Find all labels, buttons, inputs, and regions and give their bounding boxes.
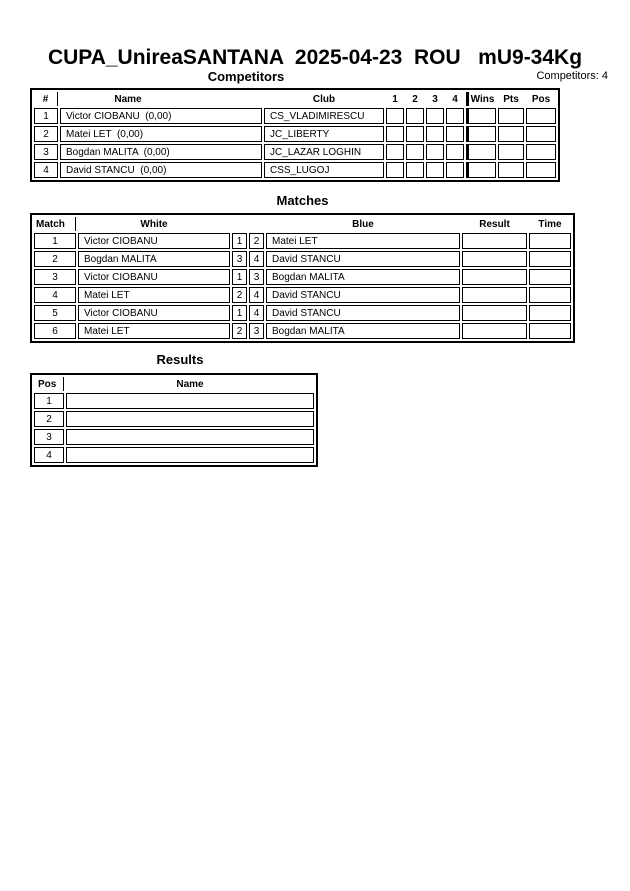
time-cell (529, 323, 571, 339)
result-cell (462, 269, 527, 285)
white-competitor: Matei LET (78, 287, 230, 303)
competitor-number: 4 (34, 162, 58, 178)
score-cell-r4 (446, 144, 464, 160)
competitors-table (30, 88, 560, 182)
match-row (34, 305, 571, 321)
result-position: 4 (34, 447, 64, 463)
header-name: Name (176, 378, 204, 390)
competitor-number: 1 (34, 108, 58, 124)
result-position: 3 (34, 429, 64, 445)
competitor-row (34, 108, 556, 124)
score-cell-r2 (406, 108, 424, 124)
blue-competitor-number: 4 (249, 251, 264, 267)
white-competitor-number: 1 (232, 305, 247, 321)
white-competitor: Victor CIOBANU (78, 233, 230, 249)
blue-competitor: David STANCU (266, 251, 460, 267)
competitor-club: JC_LAZAR LOGHIN (264, 144, 384, 160)
header-time: Time (538, 218, 562, 230)
match-number: 2 (34, 251, 76, 267)
result-position: 1 (34, 393, 64, 409)
competitor-row (34, 144, 556, 160)
result-name (66, 447, 314, 463)
result-cell (462, 287, 527, 303)
competitors-count: Competitors: 4 (536, 70, 608, 82)
result-position: 2 (34, 411, 64, 427)
match-number: 5 (34, 305, 76, 321)
competitors-section-label: Competitors (207, 69, 285, 84)
matches-header-row (34, 217, 571, 231)
score-cell-r1 (386, 108, 404, 124)
results-table (30, 373, 318, 467)
header-match: Match (34, 217, 76, 231)
result-cell (462, 323, 527, 339)
header-pts: Pts (503, 93, 519, 105)
blue-competitor: Bogdan MALITA (266, 269, 460, 285)
white-competitor-number: 1 (232, 233, 247, 249)
match-row (34, 287, 571, 303)
blue-competitor-number: 3 (249, 323, 264, 339)
competitor-number: 3 (34, 144, 58, 160)
match-number: 4 (34, 287, 76, 303)
blue-competitor-number: 2 (249, 233, 264, 249)
match-row (34, 269, 571, 285)
header-round-1: 1 (392, 93, 398, 105)
wins-cell (466, 144, 496, 160)
pos-cell (526, 162, 556, 178)
blue-competitor: Matei LET (266, 233, 460, 249)
results-section-label: Results (156, 352, 204, 367)
result-row (34, 411, 314, 427)
result-row (34, 429, 314, 445)
time-cell (529, 305, 571, 321)
header-result: Result (479, 218, 510, 230)
blue-competitor-number: 3 (249, 269, 264, 285)
header-number: # (34, 92, 58, 106)
match-number: 1 (34, 233, 76, 249)
competitors-header-row (34, 92, 556, 106)
result-cell (462, 233, 527, 249)
result-name (66, 393, 314, 409)
competitor-name: Matei LET (0,00) (60, 126, 262, 142)
header-blue-num (249, 217, 264, 231)
score-cell-r2 (406, 144, 424, 160)
competitor-row (34, 126, 556, 142)
header-wins: Wins (466, 92, 496, 106)
score-cell-r4 (446, 108, 464, 124)
competitor-name: Bogdan MALITA (0,00) (60, 144, 262, 160)
competitor-name: David STANCU (0,00) (60, 162, 262, 178)
score-cell-r3 (426, 144, 444, 160)
header-round-3: 3 (432, 93, 438, 105)
time-cell (529, 269, 571, 285)
pts-cell (498, 108, 524, 124)
score-cell-r1 (386, 126, 404, 142)
matches-table (30, 213, 575, 343)
competitor-club: CS_VLADIMIRESCU (264, 108, 384, 124)
score-cell-r3 (426, 126, 444, 142)
result-cell (462, 305, 527, 321)
pts-cell (498, 144, 524, 160)
white-competitor-number: 1 (232, 269, 247, 285)
time-cell (529, 287, 571, 303)
wins-cell (466, 162, 496, 178)
match-row (34, 233, 571, 249)
blue-competitor-number: 4 (249, 287, 264, 303)
header-pos: Pos (531, 93, 551, 105)
pos-cell (526, 144, 556, 160)
match-number: 3 (34, 269, 76, 285)
blue-competitor: David STANCU (266, 287, 460, 303)
time-cell (529, 233, 571, 249)
pts-cell (498, 126, 524, 142)
header-blue: Blue (352, 218, 374, 230)
header-round-2: 2 (412, 93, 418, 105)
score-cell-r1 (386, 144, 404, 160)
match-row (34, 251, 571, 267)
competitor-row (34, 162, 556, 178)
pts-cell (498, 162, 524, 178)
blue-competitor: Bogdan MALITA (266, 323, 460, 339)
competitor-club: JC_LIBERTY (264, 126, 384, 142)
time-cell (529, 251, 571, 267)
pos-cell (526, 126, 556, 142)
header-pos: Pos (34, 377, 64, 391)
header-name: Name (114, 93, 142, 105)
match-number: 6 (34, 323, 76, 339)
header-round-4: 4 (452, 93, 458, 105)
competitor-number: 2 (34, 126, 58, 142)
result-cell (462, 251, 527, 267)
score-cell-r3 (426, 108, 444, 124)
competitor-name: Victor CIOBANU (0,00) (60, 108, 262, 124)
score-cell-r2 (406, 162, 424, 178)
wins-cell (466, 108, 496, 124)
white-competitor: Victor CIOBANU (78, 305, 230, 321)
blue-competitor: David STANCU (266, 305, 460, 321)
header-white: White (140, 218, 168, 230)
pos-cell (526, 108, 556, 124)
result-name (66, 411, 314, 427)
page-title: CUPA_UnireaSANTANA 2025-04-23 ROU mU9-34Kg (47, 46, 583, 69)
white-competitor: Matei LET (78, 323, 230, 339)
matches-section-label: Matches (276, 193, 329, 208)
header-club: Club (312, 93, 336, 105)
header-white-num (232, 217, 247, 231)
white-competitor-number: 2 (232, 323, 247, 339)
score-cell-r3 (426, 162, 444, 178)
score-cell-r2 (406, 126, 424, 142)
results-header-row (34, 377, 314, 391)
match-row (34, 323, 571, 339)
white-competitor: Victor CIOBANU (78, 269, 230, 285)
blue-competitor-number: 4 (249, 305, 264, 321)
competitor-club: CSS_LUGOJ (264, 162, 384, 178)
white-competitor-number: 3 (232, 251, 247, 267)
white-competitor-number: 2 (232, 287, 247, 303)
score-cell-r1 (386, 162, 404, 178)
result-name (66, 429, 314, 445)
score-cell-r4 (446, 126, 464, 142)
score-cell-r4 (446, 162, 464, 178)
wins-cell (466, 126, 496, 142)
result-row (34, 447, 314, 463)
result-row (34, 393, 314, 409)
white-competitor: Bogdan MALITA (78, 251, 230, 267)
